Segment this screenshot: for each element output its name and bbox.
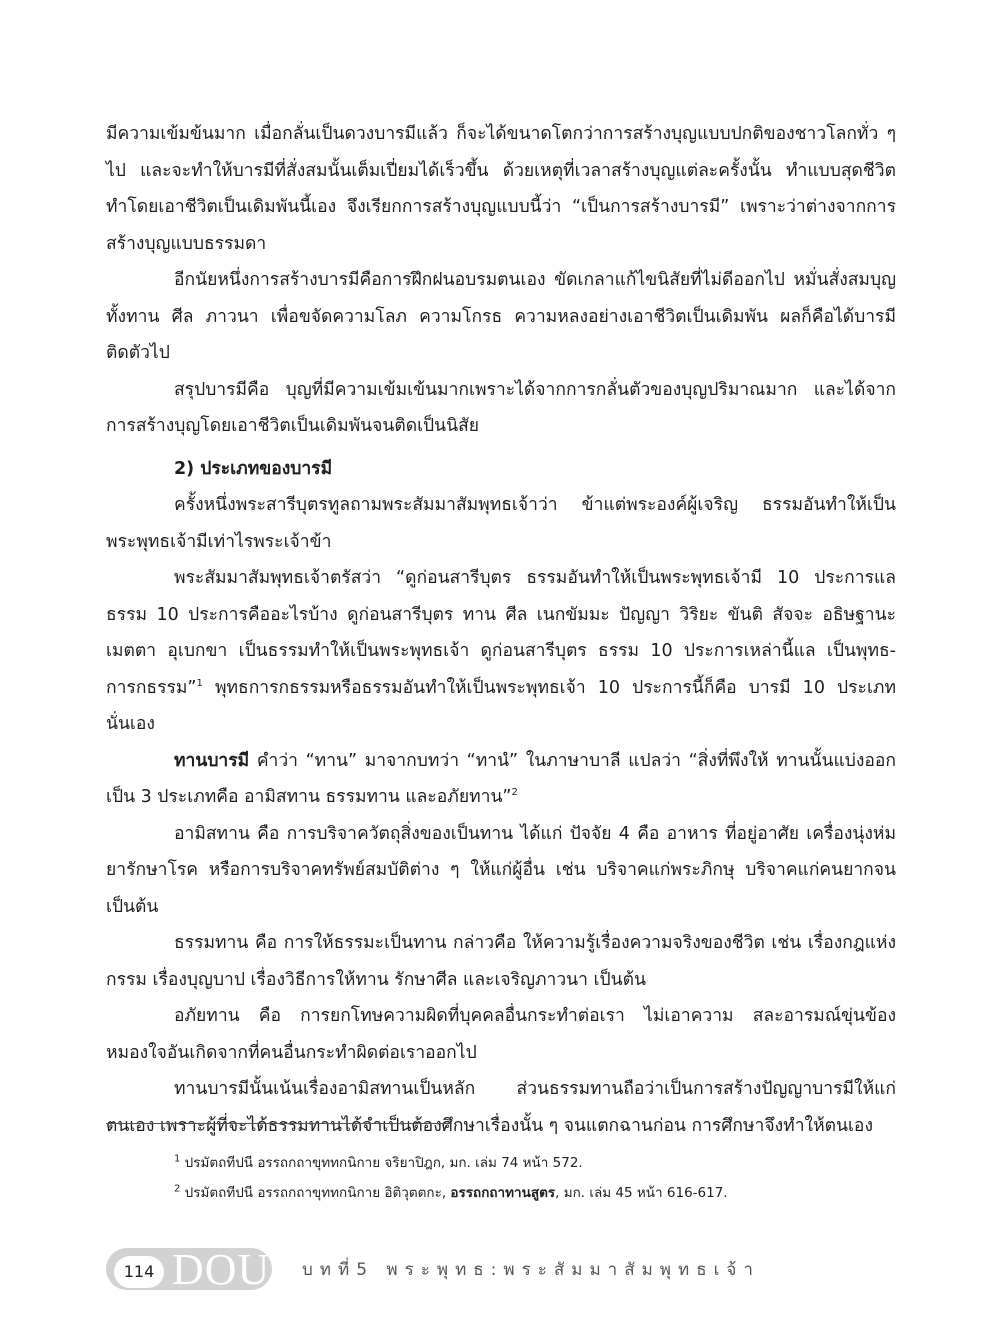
footnote-text: ปรมัตถทีปนี อรรถกถาขุททกนิกาย อิติวุตตกะ, (184, 1185, 451, 1201)
page-footer (106, 1244, 906, 1294)
footnote-ref: 1 (196, 677, 203, 689)
footnote-number: 2 (174, 1183, 181, 1195)
footnote-divider (106, 1123, 452, 1124)
paragraph: อภัยทาน คือ การยกโทษความผิดที่บุคคลอื่นกระทำต่อเรา ไม่เอาความ สละอารมณ์ขุ่นข้องหมองใจอันเกิดจากที่คนอื่นกระทำผิดต่อเราออกไป (106, 1006, 896, 1063)
paragraph: ครั้งหนึ่งพระสารีบุตรทูลถามพระสัมมาสัมพุทธเจ้าว่า ข้าแต่พระองค์ผู้เจริญ ธรรมอันทำให้เป็นพระพุทธเจ้ามีเท่าไรพระเจ้าข้า (106, 495, 896, 552)
dou-logo: DOU (172, 1245, 271, 1294)
footer-badge (106, 1245, 272, 1294)
footnote-text: ปรมัตถทีปนี อรรถกถาขุททกนิกาย จริยาปิฎก, มก. เล่ม 74 หน้า 572. (184, 1155, 583, 1171)
chapter-title: บทที่5 พระพุทธ:พระสัมมาสัมพุทธเจ้า (302, 1260, 760, 1280)
footnote (174, 1148, 934, 1178)
footnote-ref: 2 (511, 787, 518, 799)
term-heading: ทานบารมี (174, 750, 250, 771)
page-number: 114 (114, 1256, 164, 1288)
footnote-bold-title: อรรถกถาทานสูตร (450, 1185, 556, 1201)
footnote-text: , มก. เล่ม 45 หน้า 616-617. (555, 1185, 728, 1201)
body-text (106, 116, 896, 1144)
paragraph-text: คำว่า “ทาน” มาจากบทว่า “ทานํ” ในภาษาบาลี แปลว่า “สิ่งที่พึงให้ ทานนั้นแบ่งออกเป็น 3 ประเภทคือ อามิสทาน ธรรมทาน และอภัยทาน” (106, 750, 896, 807)
paragraph-text: พุทธการกธรรมหรือธรรมอันทำให้เป็นพระพุทธเจ้า 10 ประการนี้ก็คือ บารมี 10 ประเภทนั่นเอง (106, 677, 896, 734)
paragraph: มีความเข้มข้นมาก เมื่อกลั่นเป็นดวงบารมีแล้ว ก็จะได้ขนาดโตกว่าการสร้างบุญแบบปกติของชาวโลกทั่ว ๆ ไป และจะทำให้บารมีที่สั่งสมนั้นเต็มเปี่ยมได้เร็วขึ้น ด้วยเหตุที่เวลาสร้างบุญแต่ละครั้งนั้น ทำแบบสุดชีวิต ทำโดยเอาชีวิตเป็นเดิมพันนี้เอง จึงเรียกการสร้างบุญแบบนี้ว่า “เป็นการสร้างบารมี” เพราะว่าต่างจากการสร้างบุญแบบธรรมดา (106, 124, 896, 254)
paragraph: ทานบารมีนั้นเน้นเรื่องอามิสทานเป็นหลัก ส่วนธรรมทานถือว่าเป็นการสร้างปัญญาบารมีให้แก่ตนเอง เพราะผู้ที่จะได้ธรรมทานได้จำเป็นต้องศึกษาเรื่องนั้น ๆ จนแตกฉานก่อน การศึกษาจึงทำให้ตนเอง (106, 1079, 896, 1136)
paragraph: ธรรมทาน คือ การให้ธรรมะเป็นทาน กล่าวคือ ให้ความรู้เรื่องความจริงของชีวิต เช่น เรื่องกฎแห่งกรรม เรื่องบุญบาป เรื่องวิธีการให้ทาน รักษาศีล และเจริญภาวนา เป็นต้น (106, 933, 896, 990)
paragraph: อามิสทาน คือ การบริจาควัตถุสิ่งของเป็นทาน ได้แก่ ปัจจัย 4 คือ อาหาร ที่อยู่อาศัย เครื่องนุ่งห่ม ยารักษาโรค หรือการบริจาคทรัพย์สมบัติต่าง ๆ ให้แก่ผู้อื่น เช่น บริจาคแก่พระภิกษุ บริจาคแก่คนยากจน เป็นต้น (106, 823, 896, 917)
paragraph (106, 560, 896, 743)
paragraph-text: พระสัมมาสัมพุทธเจ้าตรัสว่า “ดูก่อนสารีบุตร ธรรมอันทำให้เป็นพระพุทธเจ้ามี 10 ประการแลธรรม 10 ประการคืออะไรบ้าง ดูก่อนสารีบุตร ทาน ศีล เนกขัมมะ ปัญญา วิริยะ ขันติ สัจจะ อธิษฐานะ เมตตา อุเบกขา เป็นธรรมทำให้เป็นพระพุทธเจ้า ดูก่อนสารีบุตร ธรรม 10 ประการเหล่านี้แล เป็นพุทธ-การกธรรม” (106, 568, 896, 698)
paragraph: สรุปบารมีคือ บุญที่มีความเข้มเข้นมากเพราะได้จากการกลั่นตัวของบุญปริมาณมาก และได้จากการสร้างบุญโดยเอาชีวิตเป็นเดิมพันจนติดเป็นนิสัย (106, 379, 896, 436)
paragraph (106, 743, 896, 816)
section-heading: 2) ประเภทของบารมี (174, 458, 333, 479)
footnotes (174, 1148, 934, 1208)
footnote (174, 1178, 934, 1208)
footnote-number: 1 (174, 1153, 181, 1165)
paragraph: อีกนัยหนึ่งการสร้างบารมีคือการฝึกฝนอบรมตนเอง ขัดเกลาแก้ไขนิสัยที่ไม่ดีออกไป หมั่นสั่งสมบุญทั้งทาน ศีล ภาวนา เพื่อขจัดความโลภ ความโกรธ ความหลงอย่างเอาชีวิตเป็นเดิมพัน ผลก็คือได้บารมีติดตัวไป (106, 270, 896, 363)
